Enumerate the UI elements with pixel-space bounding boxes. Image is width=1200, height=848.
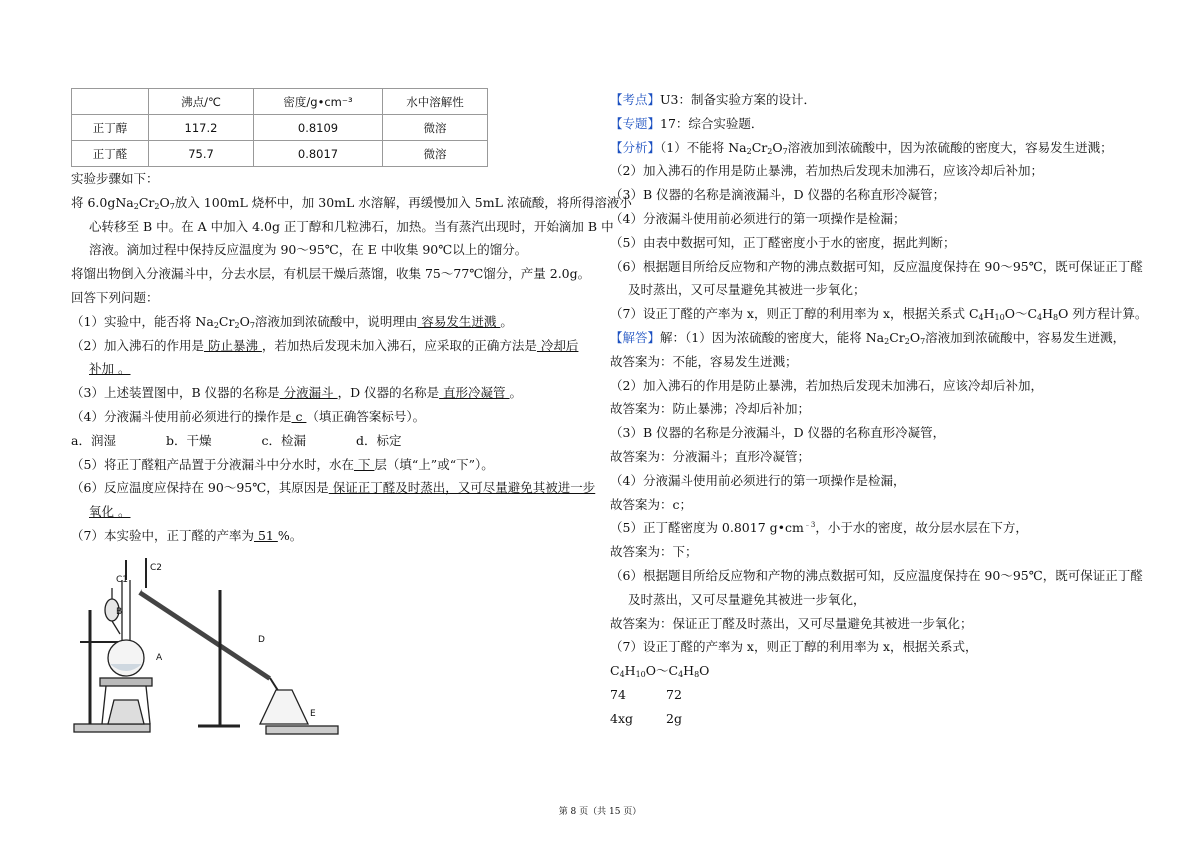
tripod-ring xyxy=(100,678,152,686)
questions-heading: 回答下列问题： xyxy=(71,289,159,305)
solution-line: （2）加入沸石的作用是防止暴沸，若加热后发现未加沸石，应该冷却后补加， xyxy=(610,377,1043,393)
table-header-row xyxy=(72,89,488,115)
answer-blank: c xyxy=(291,408,307,424)
table-cell: 117.2 xyxy=(149,115,254,141)
answer-blank: 分液漏斗 xyxy=(279,385,338,401)
table-header-cell: 沸点/℃ xyxy=(149,89,254,115)
question-6: （6）反应温度应保持在 90～95℃，其原因是 保证正丁醛及时蒸出，又可尽量避免其被进一步 xyxy=(71,480,596,496)
analysis-line: 及时蒸出，又可尽量避免其被进一步氧化； xyxy=(628,282,866,298)
question-4-options: a．润湿 b．干燥 c．检漏 d．标定 xyxy=(71,432,402,448)
analysis-line: 【分析】（1）不能将 $Na_2Cr_2O_7$溶液加到浓硫酸中，因为浓硫酸的密度大，容易发生迸溅； xyxy=(610,139,1113,156)
solution-line: （7）设正丁醛的产率为 x，则正丁醇的利用率为 x，根据关系式， xyxy=(610,639,978,655)
table-cell: 75.7 xyxy=(149,141,254,167)
step-text: 将 $6.0gNa_2Cr_2O_7$放入 100mL 烧杯中，加 30mL 水溶解，再缓慢加入 5mL 浓硫酸，将所得溶液小 xyxy=(71,194,632,211)
question-1: （1）实验中，能否将 $Na_2Cr_2O_7$溶液加到浓硫酸中，说明理由 容易发生迸溅 。 xyxy=(71,313,513,330)
question-2-cont: 补加 。 xyxy=(89,361,131,377)
table-header-cell: 密度/g•cm⁻³ xyxy=(254,89,383,115)
table-cell: 0.8109 xyxy=(254,115,383,141)
step-text: 心转移至 B 中。在 A 中加入 4.0g 正丁醇和几粒沸石，加热。当有蒸汽出现时，开始滴加 B 中 xyxy=(89,218,614,234)
question-7: （7）本实验中，正丁醛的产率为 51 %。 xyxy=(71,527,303,543)
answer-blank: 冷却后 xyxy=(536,337,579,353)
steps-heading: 实验步骤如下： xyxy=(71,171,159,186)
question-4: （4）分液漏斗使用前必须进行的操作是 c （填正确答案标号）。 xyxy=(71,408,426,424)
question-3: （3）上述装置图中，B 仪器的名称是 分液漏斗 ，D 仪器的名称是 直形冷凝管 。 xyxy=(71,385,523,401)
question-5: （5）将正丁醛粗产品置于分液漏斗中分水时，水在 下 层（填“上”或“下”）。 xyxy=(71,456,494,472)
table-cell: 正丁醇 xyxy=(72,115,149,141)
page-footer: 第 8 页（共 15 页） xyxy=(558,807,642,817)
step-text: 将馏出物倒入分液漏斗中，分去水层，有机层干燥后蒸馏，收集 75～77℃馏分，产量 2.0g。 xyxy=(71,266,591,282)
table-header-cell xyxy=(72,89,149,115)
kaodian-line: 【考点】U3：制备实验方案的设计． xyxy=(610,92,817,107)
solution-line: 故答案为：c； xyxy=(610,496,693,512)
solution-line: 故答案为：不能，容易发生迸溅； xyxy=(610,353,798,369)
relation-equation: $C_4H_{10}O\sim C_4H_8O$ xyxy=(610,663,710,680)
answer-blank: 氧化 xyxy=(89,504,115,520)
analysis-line: （3）B 仪器的名称是滴液漏斗，D 仪器的名称直形冷凝管； xyxy=(610,187,946,203)
solution-line: 故答案为：下； xyxy=(610,544,698,560)
solution-line: （6）根据题目所给反应物和产物的沸点数据可知，反应温度保持在 90～95℃，既可保证正丁醛 xyxy=(610,567,1143,583)
table-cell: 微溶 xyxy=(383,141,488,167)
question-6-cont: 氧化 。 xyxy=(89,504,131,520)
label-a: A xyxy=(156,653,163,663)
answer-blank: 下 xyxy=(353,456,375,472)
alcohol-burner xyxy=(108,700,144,724)
label-e: E xyxy=(310,709,316,719)
analysis-line: （7）设正丁醛的产率为 x，则正丁醇的利用率为 x，根据关系式 $C_4H_{10}O\sim C_4H_8O$ 列方程计算。 xyxy=(610,306,1148,323)
right-column xyxy=(610,88,1148,731)
molar-mass-row: 74 72 xyxy=(610,686,682,702)
label-c1: C1 xyxy=(116,575,129,585)
solution-line: 及时蒸出，又可尽量避免其被进一步氧化， xyxy=(628,591,866,607)
label-d: D xyxy=(258,635,265,645)
answer-blank: 保证正丁醛及时蒸出，又可尽量避免其被进一步 xyxy=(328,480,596,496)
analysis-line: （4）分液漏斗使用前必须进行的第一项操作是检漏； xyxy=(610,210,906,226)
label-c2: C2 xyxy=(150,563,163,573)
analysis-line: （5）由表中数据可知，正丁醛密度小于水的密度，据此判断； xyxy=(610,234,956,250)
table-row xyxy=(72,141,488,167)
properties-table xyxy=(71,88,488,167)
condenser-d xyxy=(140,592,270,678)
stand-base-left xyxy=(74,724,150,732)
solution-line: （3）B 仪器的名称是分液漏斗，D 仪器的名称直形冷凝管， xyxy=(610,425,946,441)
answer-blank: 补加 xyxy=(89,361,115,377)
label-b: B xyxy=(116,607,123,617)
table-row xyxy=(72,115,488,141)
zhuanti-line: 【专题】17：综合实验题． xyxy=(610,115,764,131)
solution-line: 故答案为：分液漏斗；直形冷凝管； xyxy=(610,448,811,464)
step-text: 溶液。滴加过程中保持反应温度为 90～95℃，在 E 中收集 90℃以上的馏分。 xyxy=(89,242,528,258)
table-header-cell: 水中溶解性 xyxy=(383,89,488,115)
solution-line: （4）分液漏斗使用前必须进行的第一项操作是检漏， xyxy=(610,472,906,488)
answer-blank: 51 xyxy=(253,527,278,543)
answer-blank: 容易发生迸溅 xyxy=(417,313,501,329)
mass-row: 4xg 2g xyxy=(610,710,682,726)
table-cell: 正丁醛 xyxy=(72,141,149,167)
flask-e xyxy=(260,690,308,724)
table-cell: 微溶 xyxy=(383,115,488,141)
analysis-line: （2）加入沸石的作用是防止暴沸，若加热后发现未加沸石，应该冷却后补加； xyxy=(610,163,1043,179)
answer-blank: 直形冷凝管 xyxy=(439,385,510,401)
stand-base-right xyxy=(266,726,338,734)
left-column xyxy=(71,88,632,548)
answer-blank: 防止暴沸 xyxy=(203,337,262,353)
distillation-apparatus-figure xyxy=(70,550,340,740)
solution-line: 【解答】解：（1）因为浓硫酸的密度大，能将 $Na_2Cr_2O_7$溶液加到浓硫酸中，容易发生迸溅， xyxy=(610,329,1126,346)
table-cell: 0.8017 xyxy=(254,141,383,167)
solution-line: 故答案为：保证正丁醛及时蒸出，又可尽量避免其被进一步氧化； xyxy=(610,615,973,631)
question-2: （2）加入沸石的作用是 防止暴沸 ，若加热后发现未加入沸石，应采取的正确方法是 冷却后 xyxy=(71,337,579,353)
solution-line: 故答案为：防止暴沸；冷却后补加； xyxy=(610,401,811,417)
analysis-line: （6）根据题目所给反应物和产物的沸点数据可知，反应温度保持在 90～95℃，既可保证正丁醛 xyxy=(610,258,1143,274)
solution-line: （5）正丁醛密度为 0.8017 $g•cm^{﹣3}$，小于水的密度，故分层水层在下方， xyxy=(610,520,1028,536)
